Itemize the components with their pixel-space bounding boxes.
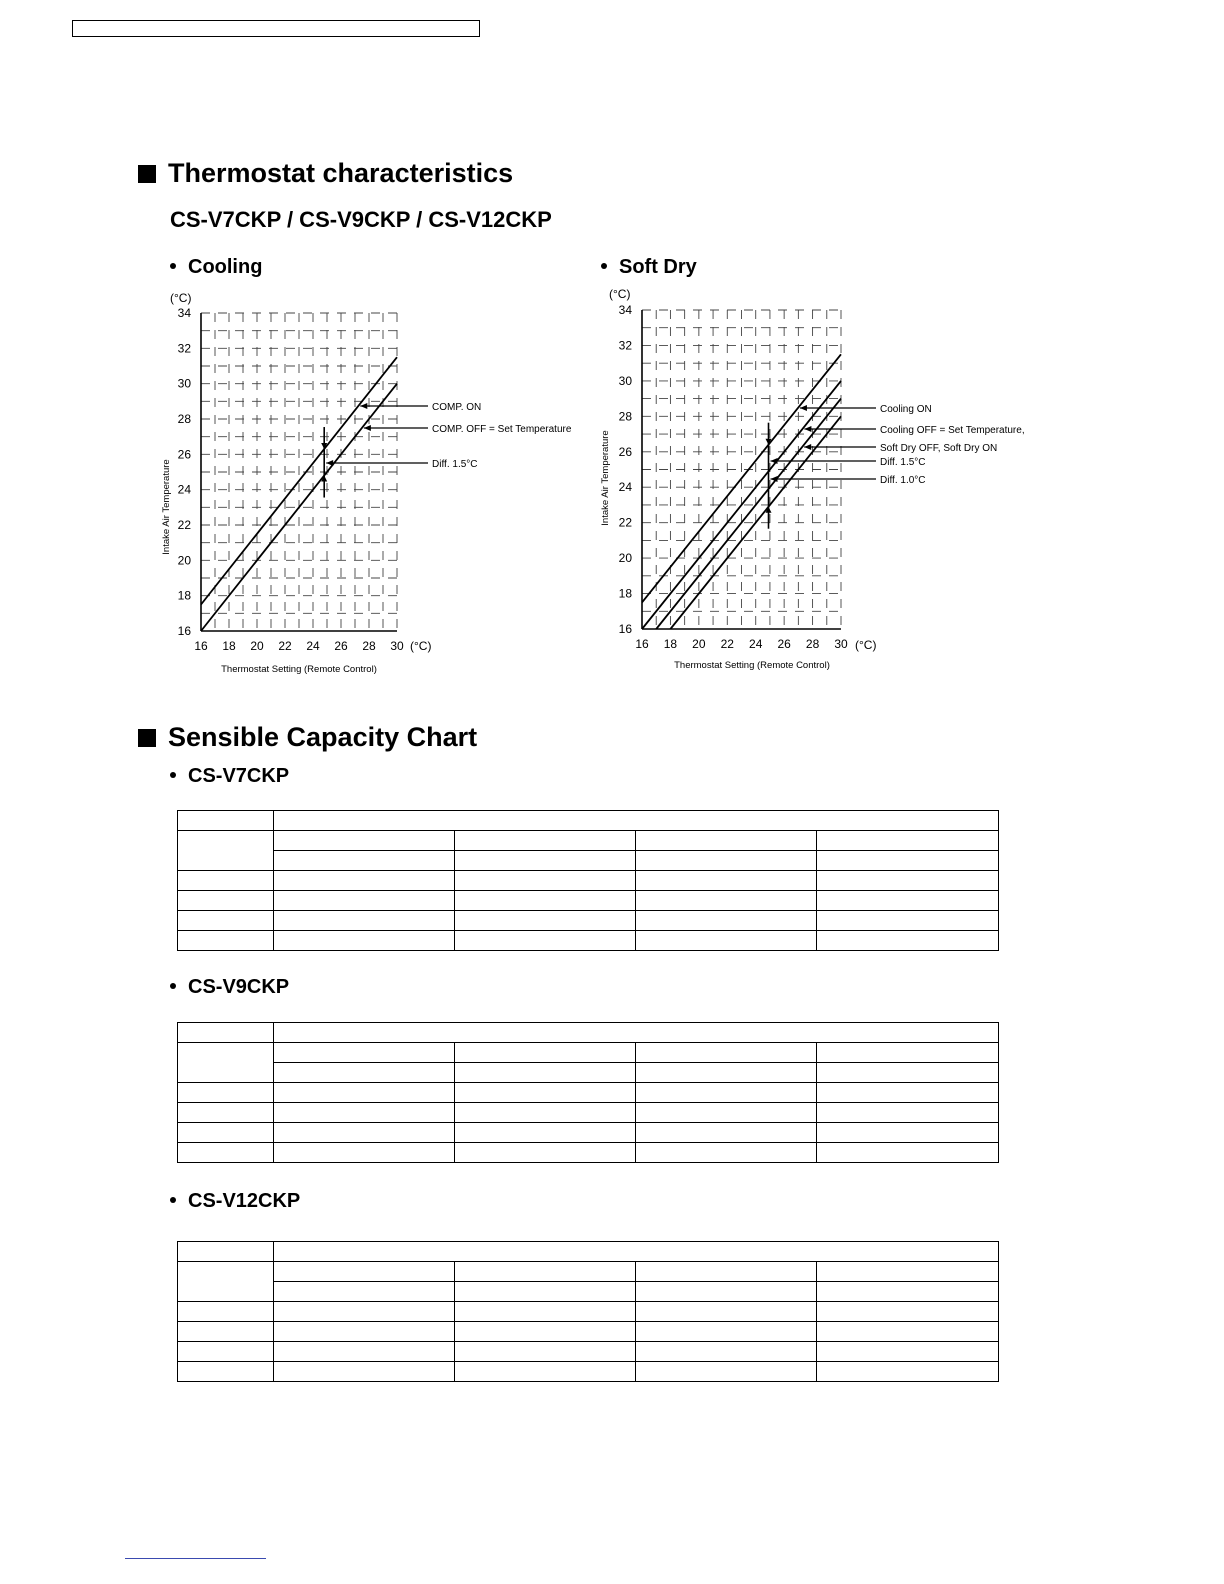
table-row bbox=[178, 891, 999, 911]
table-cell bbox=[817, 911, 999, 931]
y-tick-label: 28 bbox=[618, 409, 632, 424]
arrow-left-icon bbox=[804, 426, 811, 432]
table-cell bbox=[178, 1302, 274, 1322]
table-row bbox=[178, 1043, 999, 1063]
table-cell bbox=[817, 1302, 999, 1322]
table-row bbox=[178, 1143, 999, 1163]
cooling-heading-text: Cooling bbox=[188, 256, 263, 278]
table-cell bbox=[636, 891, 817, 911]
x-tick-label: 22 bbox=[720, 637, 734, 651]
table-cell bbox=[274, 1242, 999, 1262]
table-cell bbox=[274, 811, 999, 831]
table-cell bbox=[178, 1362, 274, 1382]
softdry-unit-right: (°C) bbox=[855, 638, 877, 652]
table-cell bbox=[178, 911, 274, 931]
table-cell bbox=[178, 1143, 274, 1163]
table-cell bbox=[178, 891, 274, 911]
table-cell bbox=[178, 1123, 274, 1143]
y-tick-label: 24 bbox=[618, 480, 632, 495]
cap-heading-v7 bbox=[170, 765, 289, 788]
softdry-x-label: Thermostat Setting (Remote Control) bbox=[674, 660, 830, 671]
y-tick-label: 26 bbox=[177, 447, 191, 462]
table-cell bbox=[636, 1322, 817, 1342]
softdry-chart-svg bbox=[0, 0, 1224, 700]
table-cell bbox=[636, 1063, 817, 1083]
y-tick-label: 32 bbox=[618, 338, 632, 353]
table-cell bbox=[178, 1242, 274, 1262]
cap-heading-v9-text: CS-V9CKP bbox=[188, 976, 290, 998]
table-cell bbox=[636, 1103, 817, 1123]
table-cell bbox=[817, 851, 999, 871]
x-tick-label: 26 bbox=[334, 639, 348, 653]
table-row bbox=[178, 1262, 999, 1282]
y-tick-label: 26 bbox=[618, 444, 632, 459]
table-cell bbox=[455, 871, 636, 891]
bullet-icon bbox=[170, 772, 176, 778]
table-cell bbox=[817, 891, 999, 911]
table-cell bbox=[636, 1282, 817, 1302]
table-cell bbox=[636, 911, 817, 931]
table-cell bbox=[455, 1362, 636, 1382]
table-cell bbox=[178, 1043, 274, 1083]
table-cell bbox=[274, 1302, 455, 1322]
x-tick-label: 30 bbox=[390, 639, 404, 653]
annotation-label: Diff. 1.0°C bbox=[880, 475, 926, 486]
table-cell bbox=[178, 1342, 274, 1362]
y-tick-label: 18 bbox=[618, 586, 632, 601]
table-cell bbox=[178, 1103, 274, 1123]
table-cell bbox=[178, 811, 274, 831]
table-cell bbox=[274, 1262, 455, 1282]
x-tick-label: 24 bbox=[306, 639, 320, 653]
table-cell bbox=[178, 1322, 274, 1342]
table-row bbox=[178, 831, 999, 851]
table-cell bbox=[274, 911, 455, 931]
table-cell bbox=[178, 1023, 274, 1043]
table-cell bbox=[455, 1342, 636, 1362]
x-tick-label: 20 bbox=[692, 637, 706, 651]
table-cell bbox=[455, 1123, 636, 1143]
table-cell bbox=[455, 891, 636, 911]
y-tick-label: 22 bbox=[177, 518, 191, 532]
table-row bbox=[178, 1123, 999, 1143]
table-cell bbox=[636, 1043, 817, 1063]
table-cell bbox=[274, 1123, 455, 1143]
table-cell bbox=[455, 1262, 636, 1282]
softdry-y-label: Intake Air Temperature bbox=[600, 430, 611, 526]
table-cell bbox=[817, 1362, 999, 1382]
table-cell bbox=[455, 1103, 636, 1123]
table-cell bbox=[817, 1063, 999, 1083]
table-cell bbox=[178, 931, 274, 951]
table-cell bbox=[274, 1043, 455, 1063]
table-cell bbox=[817, 831, 999, 851]
table-row bbox=[178, 1242, 999, 1262]
annotation-label: Cooling ON bbox=[880, 404, 932, 415]
y-tick-label: 16 bbox=[618, 622, 632, 636]
table-cell bbox=[636, 1342, 817, 1362]
table-cell bbox=[274, 1342, 455, 1362]
softdry-unit-top: (°C) bbox=[609, 287, 631, 301]
section-title-thermostat: Thermostat characteristics bbox=[168, 158, 514, 188]
table-cell bbox=[274, 1103, 455, 1123]
y-tick-label: 34 bbox=[177, 306, 191, 320]
table-cell bbox=[636, 1083, 817, 1103]
x-tick-label: 16 bbox=[194, 639, 208, 653]
x-tick-label: 20 bbox=[250, 639, 264, 653]
table-row bbox=[178, 911, 999, 931]
x-tick-label: 18 bbox=[222, 639, 236, 653]
cooling-unit-right: (°C) bbox=[410, 639, 432, 653]
section-heading-sensible bbox=[138, 722, 477, 753]
cap-heading-v9 bbox=[170, 976, 289, 999]
table-cell bbox=[817, 1043, 999, 1063]
table-cell bbox=[455, 851, 636, 871]
y-tick-label: 28 bbox=[177, 412, 191, 426]
table-cell bbox=[455, 931, 636, 951]
table-cell bbox=[817, 1262, 999, 1282]
table-cell bbox=[636, 1143, 817, 1163]
table-cell bbox=[636, 851, 817, 871]
table-row bbox=[178, 1063, 999, 1083]
annotation-label: Soft Dry OFF, Soft Dry ON bbox=[880, 443, 998, 454]
table-cell bbox=[636, 1302, 817, 1322]
y-tick-label: 24 bbox=[177, 482, 191, 497]
y-tick-label: 18 bbox=[177, 588, 191, 603]
y-tick-label: 20 bbox=[177, 553, 191, 568]
table-row bbox=[178, 851, 999, 871]
x-tick-label: 16 bbox=[635, 637, 649, 651]
cap-heading-v7-text: CS-V7CKP bbox=[188, 765, 290, 787]
table-cell bbox=[274, 851, 455, 871]
table-cell bbox=[455, 911, 636, 931]
table-cell bbox=[455, 1083, 636, 1103]
y-tick-label: 34 bbox=[618, 303, 632, 317]
table-cell bbox=[274, 931, 455, 951]
table-cell bbox=[636, 1362, 817, 1382]
annotation-label: COMP. ON bbox=[432, 402, 482, 413]
y-tick-label: 32 bbox=[177, 341, 191, 356]
table-cell bbox=[636, 871, 817, 891]
annotation-label: Diff. 1.5°C bbox=[880, 457, 926, 468]
annotation-label: Diff. 1.5°C bbox=[432, 459, 478, 470]
table-row bbox=[178, 1083, 999, 1103]
table-row bbox=[178, 1322, 999, 1342]
table-cell bbox=[455, 1282, 636, 1302]
table-cell bbox=[636, 831, 817, 851]
table-row bbox=[178, 871, 999, 891]
table-cell bbox=[817, 1282, 999, 1302]
table-row bbox=[178, 1302, 999, 1322]
table-cell bbox=[274, 1143, 455, 1163]
table-cell bbox=[817, 1143, 999, 1163]
table-cell bbox=[455, 1322, 636, 1342]
capacity-table-v12 bbox=[177, 1241, 999, 1382]
cooling-x-label: Thermostat Setting (Remote Control) bbox=[221, 664, 377, 675]
table-cell bbox=[455, 1063, 636, 1083]
capacity-table-v7 bbox=[177, 810, 999, 951]
table-cell bbox=[178, 831, 274, 871]
table-cell bbox=[274, 831, 455, 851]
x-tick-label: 22 bbox=[278, 639, 292, 653]
table-cell bbox=[817, 1322, 999, 1342]
table-row bbox=[178, 1023, 999, 1043]
y-tick-label: 16 bbox=[177, 624, 191, 638]
cooling-y-label: Intake Air Temperature bbox=[161, 459, 172, 555]
y-tick-label: 30 bbox=[618, 373, 632, 388]
table-cell bbox=[274, 1362, 455, 1382]
table-row bbox=[178, 1282, 999, 1302]
x-tick-label: 28 bbox=[362, 639, 376, 653]
table-cell bbox=[274, 871, 455, 891]
x-tick-label: 28 bbox=[805, 637, 820, 651]
y-tick-label: 30 bbox=[177, 376, 191, 391]
models-subtitle: CS-V7CKP / CS-V9CKP / CS-V12CKP bbox=[170, 207, 552, 232]
arrow-left-icon bbox=[804, 444, 811, 450]
table-cell bbox=[817, 931, 999, 951]
arrow-left-icon bbox=[800, 405, 807, 411]
x-tick-label: 30 bbox=[834, 637, 848, 651]
table-row bbox=[178, 1362, 999, 1382]
table-row bbox=[178, 1103, 999, 1123]
y-tick-label: 22 bbox=[618, 515, 632, 530]
table-cell bbox=[274, 1322, 455, 1342]
table-cell bbox=[455, 1143, 636, 1163]
table-cell bbox=[178, 1262, 274, 1302]
table-row bbox=[178, 1342, 999, 1362]
capacity-table-v9 bbox=[177, 1022, 999, 1163]
series-line bbox=[656, 399, 841, 629]
table-row bbox=[178, 811, 999, 831]
table-cell bbox=[274, 1023, 999, 1043]
table-cell bbox=[817, 871, 999, 891]
annotation-label: Cooling OFF = Set Temperature, bbox=[880, 425, 1025, 436]
table-cell bbox=[817, 1342, 999, 1362]
footer-line bbox=[125, 1558, 266, 1559]
table-cell bbox=[817, 1123, 999, 1143]
cap-heading-v12 bbox=[170, 1190, 300, 1213]
square-bullet-icon bbox=[138, 729, 156, 747]
table-cell bbox=[274, 1282, 455, 1302]
x-tick-label: 24 bbox=[749, 637, 763, 651]
table-cell bbox=[817, 1083, 999, 1103]
table-cell bbox=[178, 1083, 274, 1103]
bullet-icon bbox=[170, 983, 176, 989]
bullet-icon bbox=[170, 1197, 176, 1203]
table-cell bbox=[178, 871, 274, 891]
table-row bbox=[178, 931, 999, 951]
table-cell bbox=[636, 1123, 817, 1143]
softdry-heading-text: Soft Dry bbox=[619, 256, 697, 278]
table-cell bbox=[636, 1262, 817, 1282]
x-tick-label: 26 bbox=[777, 637, 791, 651]
table-cell bbox=[274, 1083, 455, 1103]
table-cell bbox=[636, 931, 817, 951]
table-cell bbox=[274, 1063, 455, 1083]
table-cell bbox=[274, 891, 455, 911]
cooling-unit-top: (°C) bbox=[170, 291, 192, 305]
x-tick-label: 18 bbox=[663, 637, 678, 651]
table-cell bbox=[817, 1103, 999, 1123]
table-cell bbox=[455, 1302, 636, 1322]
table-cell bbox=[455, 1043, 636, 1063]
annotation-label: COMP. OFF = Set Temperature bbox=[432, 424, 572, 435]
cap-heading-v12-text: CS-V12CKP bbox=[188, 1190, 301, 1212]
y-tick-label: 20 bbox=[618, 551, 632, 566]
table-cell bbox=[455, 831, 636, 851]
section-title-sensible: Sensible Capacity Chart bbox=[168, 722, 478, 752]
